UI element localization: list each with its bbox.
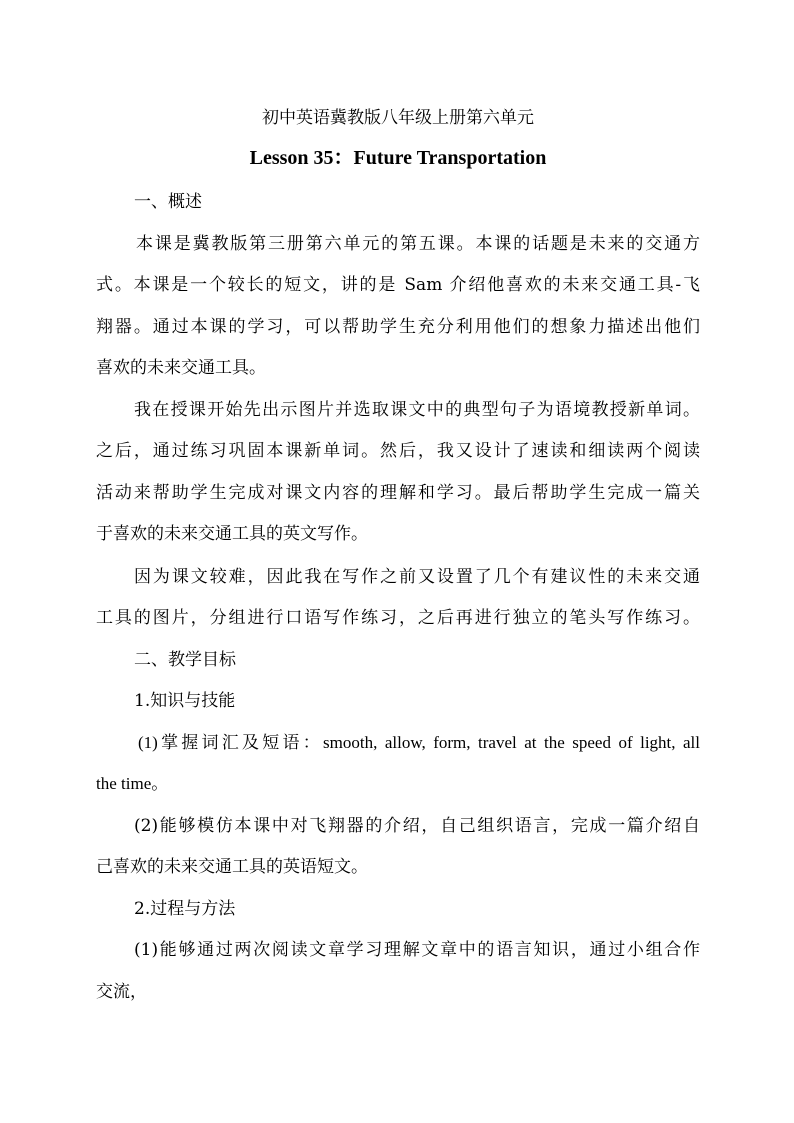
section-heading-teaching-goals: 二、教学目标 [134,650,236,670]
paragraph-line: 于喜欢的未来交通工具的英文写作。 [96,524,368,544]
paragraph-line: 因为课文较难，因此我在写作之前又设置了几个有建议性的未来交通 [134,567,700,587]
paragraph-line: 本课是冀教版第三册第六单元的第五课。本课的话题是未来的交通方 [136,234,700,254]
paragraph-line: 之后，通过练习巩固本课新单词。然后，我又设计了速读和细读两个阅读 [96,441,700,461]
goal-line: 交流， [96,982,147,1002]
document-page [96,0,700,1123]
goal-line: (1)掌握词汇及短语：smooth, allow, form, travel at the speed of light, all [138,733,700,752]
paragraph-line: 我在授课开始先出示图片并选取课文中的典型句子为语境教授新单词。 [134,400,700,420]
goal-line: the time。 [96,774,169,793]
subsection-heading-knowledge-skills: 1.知识与技能 [134,691,236,711]
goal-line: 己喜欢的未来交通工具的英语短文。 [96,857,368,877]
section-heading-overview: 一、概述 [134,192,202,212]
goal-line: (1)能够通过两次阅读文章学习理解文章中的语言知识，通过小组合作 [134,940,700,960]
subsection-heading-process-methods: 2.过程与方法 [134,899,236,919]
paragraph-line: 翔器。通过本课的学习，可以帮助学生充分利用他们的想象力描述出他们 [96,317,700,337]
paragraph-line: 活动来帮助学生完成对课文内容的理解和学习。最后帮助学生完成一篇关 [96,483,700,503]
paragraph-line: 式。本课是一个较长的短文，讲的是 Sam 介绍他喜欢的未来交通工具-飞 [96,275,700,295]
goal-line: (2)能够模仿本课中对飞翔器的介绍，自己组织语言，完成一篇介绍自 [134,816,700,836]
paragraph-line: 工具的图片，分组进行口语写作练习，之后再进行独立的笔头写作练习。 [96,608,700,628]
document-title: 初中英语冀教版八年级上册第六单元 [262,108,534,128]
lesson-title: Lesson 35：Future Transportation [249,147,547,169]
paragraph-line: 喜欢的未来交通工具。 [96,358,266,378]
